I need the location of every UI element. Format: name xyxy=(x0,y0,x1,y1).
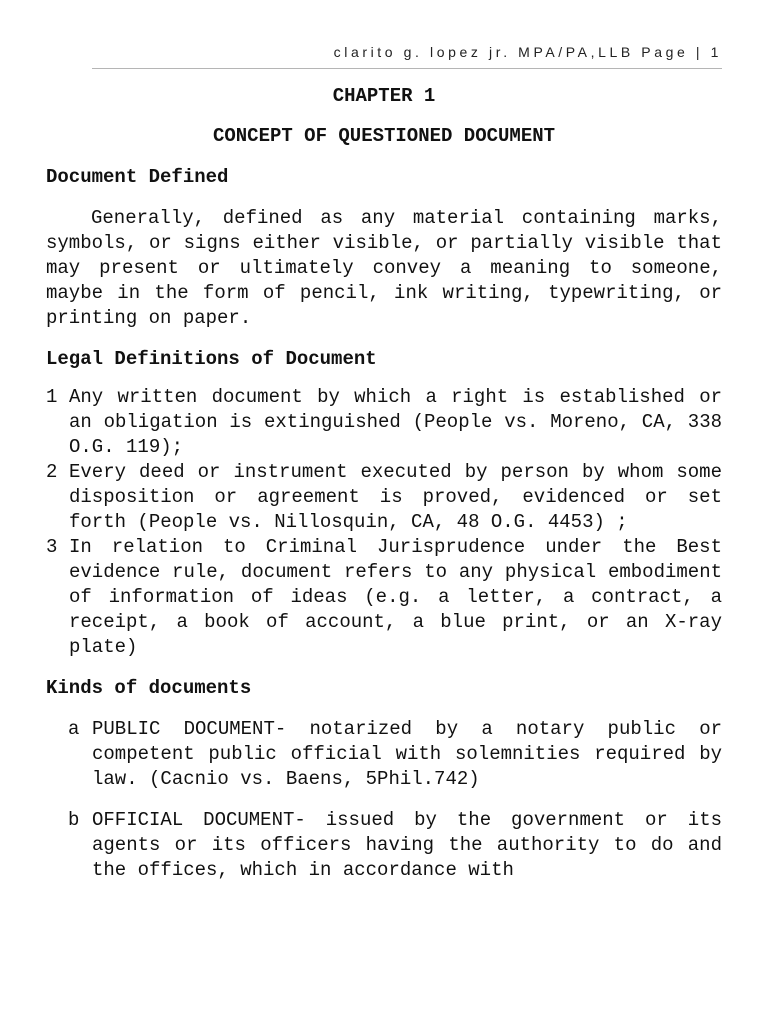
document-defined-paragraph: Generally, defined as any material containing marks, symbols, or signs either visible, or partially visible that may present or ultimately convey a meaning to someone, maybe in the form of pencil, ink writing, typewriting, or printing on paper. xyxy=(46,207,722,329)
list-marker: b xyxy=(68,809,80,831)
list-item xyxy=(46,385,722,460)
legal-definitions-list xyxy=(46,385,722,660)
list-marker: 2 xyxy=(46,461,58,483)
list-item-text: Every deed or instrument executed by person by whom some disposition or agreement is proved, evidenced or set forth (People vs. Nillosquin, CA, 48 O.G. 4453) ; xyxy=(69,461,722,533)
list-item-text: OFFICIAL DOCUMENT- issued by the government or its agents or its officers having the authority to do and the offices, which in accordance with xyxy=(92,809,722,881)
page-body xyxy=(46,82,722,883)
kinds-of-documents-list xyxy=(46,717,722,883)
list-item-text: Any written document by which a right is established or an obligation is extinguished (People vs. Moreno, CA, 338 O.G. 119); xyxy=(69,386,722,458)
list-marker: 1 xyxy=(46,386,58,408)
list-item-text: PUBLIC DOCUMENT- notarized by a notary public or competent public official with solemnities required by law. (Cacnio vs. Baens, 5Phil.742) xyxy=(92,718,722,790)
list-marker: a xyxy=(68,718,80,740)
list-item-text: In relation to Criminal Jurisprudence under the Best evidence rule, document refers to any physical embodiment of information of ideas (e.g. a letter, a contract, a receipt, a book of account, a blue print, or an X-ray plate) xyxy=(69,536,722,658)
page-header: clarito g. lopez jr. MPA/PA,LLB Page | 1 xyxy=(333,44,722,60)
section-heading-kinds: Kinds of documents xyxy=(46,677,252,699)
list-item xyxy=(68,717,722,792)
section-heading-document-defined: Document Defined xyxy=(46,166,229,188)
list-item xyxy=(46,535,722,660)
list-marker: 3 xyxy=(46,536,58,558)
list-item xyxy=(46,460,722,535)
section-heading-legal-definitions: Legal Definitions of Document xyxy=(46,348,377,370)
chapter-title: CONCEPT OF QUESTIONED DOCUMENT xyxy=(212,125,556,147)
list-item xyxy=(68,808,722,883)
chapter-heading: CHAPTER 1 xyxy=(332,85,436,107)
header-divider xyxy=(92,68,722,69)
